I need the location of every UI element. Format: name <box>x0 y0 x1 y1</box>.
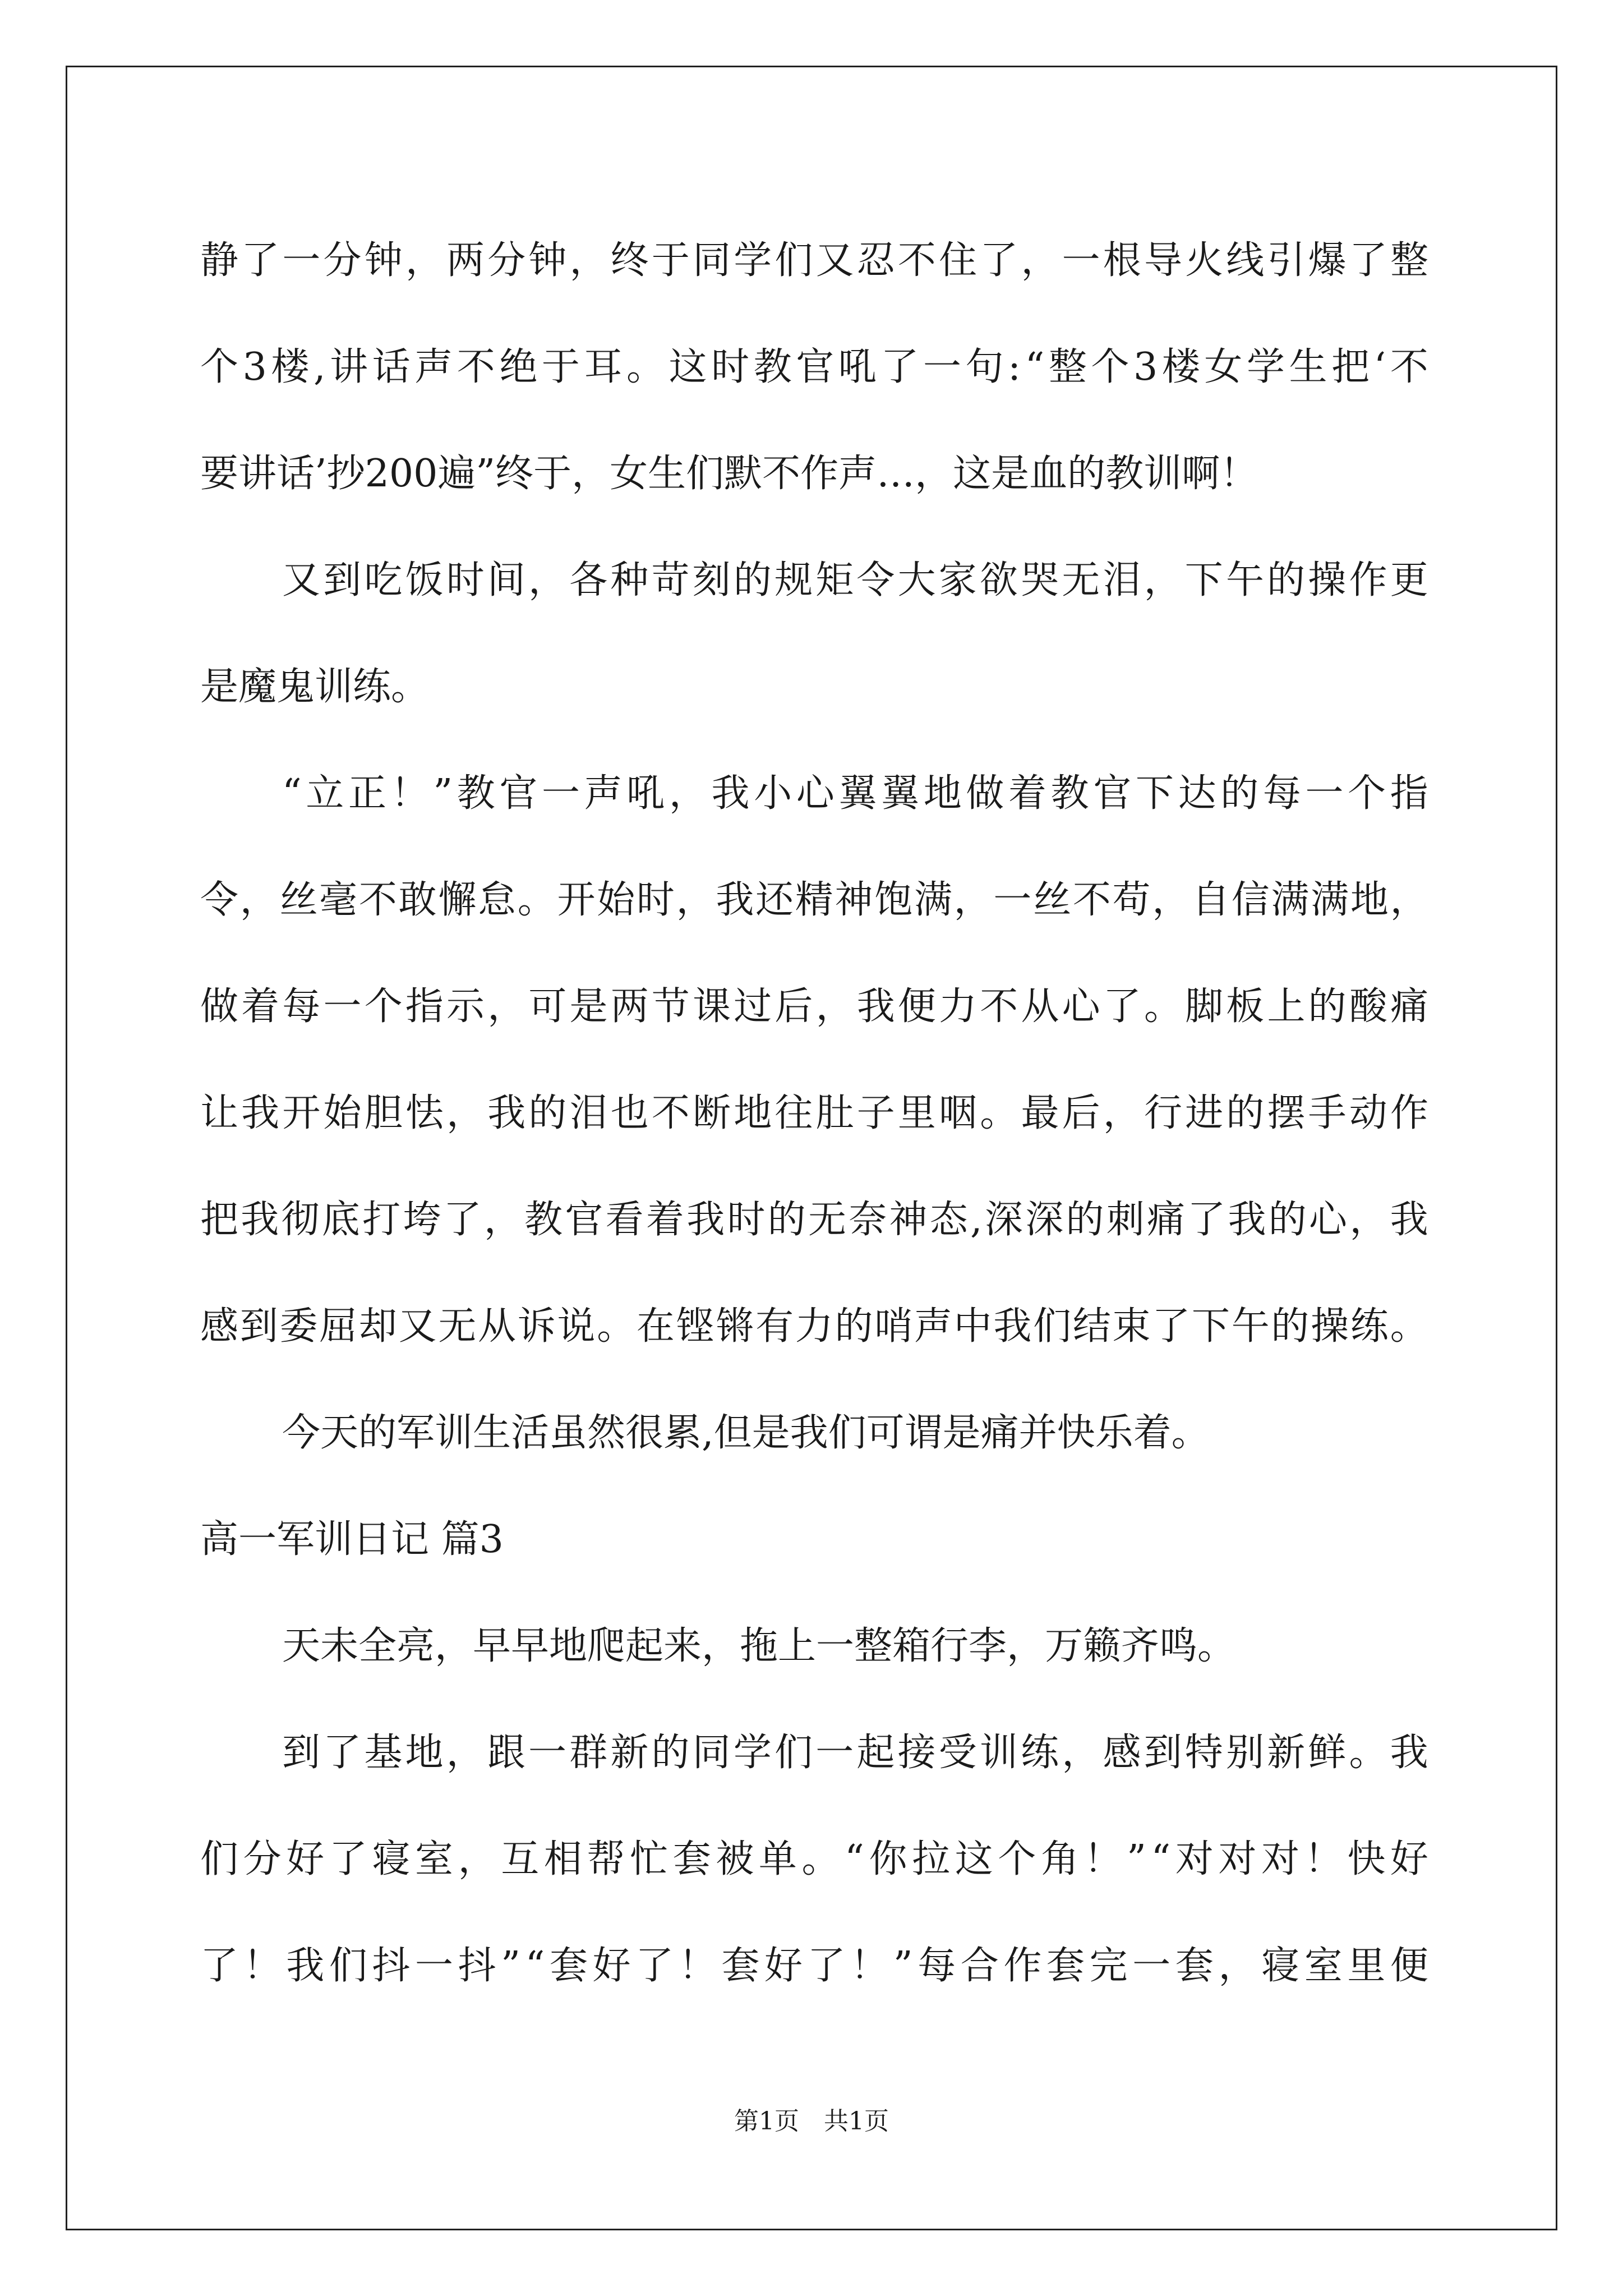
text-line: 天未全亮，早早地爬起来，拖上一整箱行李，万籁齐鸣。 <box>282 1624 1236 1668</box>
text-line: 们 分 好 了 寝 室 ， 互 相 帮 忙 套 被 单 。 “ 你 拉 这 个 角 ！ ” “ 对 对 对 ！ 快 好 <box>200 1837 1428 1881</box>
text-line: 要讲话’抄200遍”终于，女生们默不作声…，这是血的教训啊！ <box>200 452 1258 496</box>
text-line: “ 立 正 ！ ” 教 官 一 声 吼 ， 我 小 心 翼 翼 地 做 着 教 官 下 达 的 每 一 个 指 <box>282 771 1428 816</box>
text-line: 把 我 彻 底 打 垮 了 ， 教 官 看 着 我 时 的 无 奈 神 态 , 深 深 的 刺 痛 了 我 的 心 ， 我 <box>200 1198 1428 1242</box>
text-line: 到 了 基 地 ， 跟 一 群 新 的 同 学 们 一 起 接 受 训 练 ， 感 到 特 别 新 鲜 。 我 <box>282 1731 1428 1775</box>
page-footer: 第1页 共1页 <box>734 2107 889 2136</box>
text-line: 感 到 委 屈 却 又 无 从 诉 说 。 在 铿 锵 有 力 的 哨 声 中 我 们 结 束 了 下 午 的 操 练 。 <box>200 1304 1428 1349</box>
text-line: 静 了 一 分 钟 ， 两 分 钟 ， 终 于 同 学 们 又 忍 不 住 了 ， 一 根 导 火 线 引 爆 了 整 <box>200 238 1428 283</box>
section-heading: 高一军训日记 篇3 <box>200 1517 504 1562</box>
text-line: 做 着 每 一 个 指 示 ， 可 是 两 节 课 过 后 ， 我 便 力 不 从 心 了 。 脚 板 上 的 酸 痛 <box>200 984 1428 1029</box>
text-line: 让 我 开 始 胆 怯 ， 我 的 泪 也 不 断 地 往 肚 子 里 咽 。 最 后 ， 行 进 的 摆 手 动 作 <box>200 1091 1428 1135</box>
document-body <box>200 219 1428 2031</box>
text-line: 又 到 吃 饭 时 间 ， 各 种 苛 刻 的 规 矩 令 大 家 欲 哭 无 泪 ， 下 午 的 操 作 更 <box>282 558 1428 602</box>
text-line: 了 ！ 我 们 抖 一 抖 ” “ 套 好 了 ！ 套 好 了 ！ ” 每 合 作 套 完 一 套 ， 寝 室 里 便 <box>200 1944 1428 1988</box>
text-line: 令 ， 丝 毫 不 敢 懈 怠 。 开 始 时 ， 我 还 精 神 饱 满 ， 一 丝 不 苟 ， 自 信 满 满 地 ， <box>200 878 1428 922</box>
text-line: 个 3 楼 , 讲 话 声 不 绝 于 耳 。 这 时 教 官 吼 了 一 句 : “ 整 个 3 楼 女 学 生 把 ‘ 不 <box>200 345 1428 389</box>
text-line: 是魔鬼训练。 <box>200 665 430 709</box>
text-line: 今天的军训生活虽然很累,但是我们可谓是痛并快乐着。 <box>282 1411 1210 1455</box>
